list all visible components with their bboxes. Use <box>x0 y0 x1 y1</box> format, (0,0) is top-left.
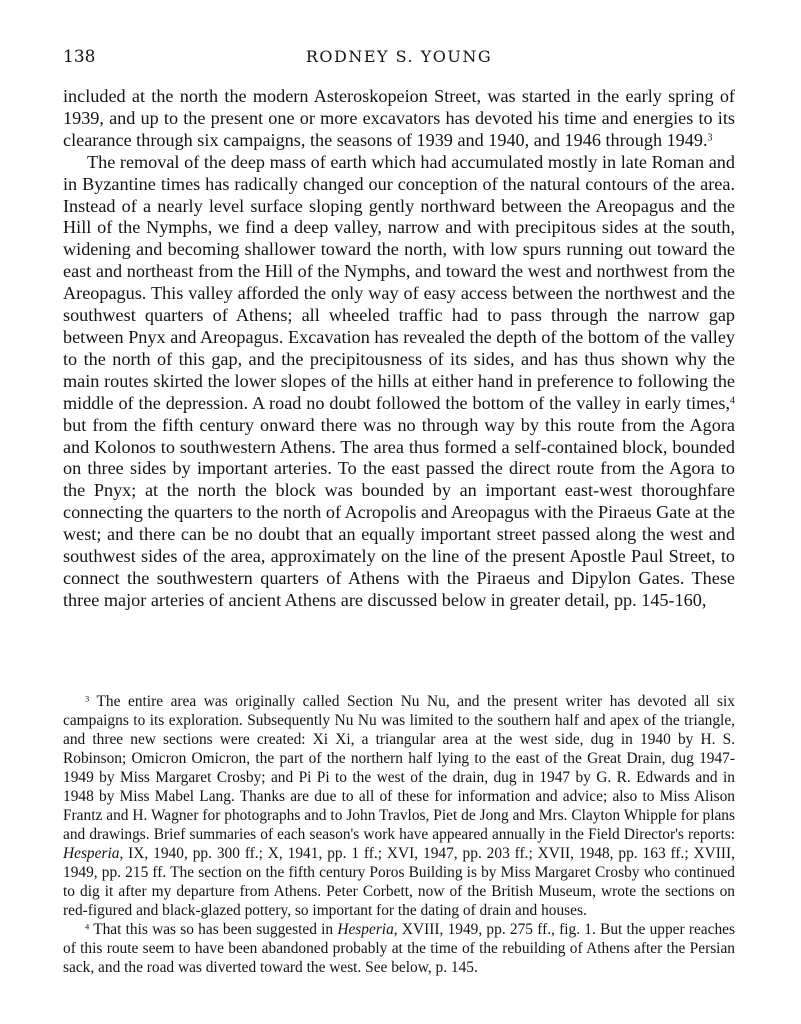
footnotes <box>63 692 735 977</box>
footnote-3: $^3$ The entire area was originally called Section Nu Nu, and the present writer has devoted all six campaigns to its exploration. Subsequently Nu Nu was limited to the southern half and apex of the triangle, and three new sections were created: Xi Xi, a triangular area at the west side, dug in 1940 by H. S. Robinson; Omicron Omicron, the part of the northern half lying to the east of the Great Drain, dug 1947-1949 by Miss Margaret Crosby; and Pi Pi to the west of the drain, dug in 1947 by G. R. Edwards and in 1948 by Miss Mabel Lang. Thanks are due to all of these for information and advice; also to Miss Alison Frantz and H. Wagner for photographs and to John Travlos, Piet de Jong and Mrs. Clayton Whipple for plans and drawings. Brief summaries of each season's work have appeared annually in the Field Director's reports: Hesperia, IX, 1940, pp. 300 ff.; X, 1941, pp. 1 ff.; XVI, 1947, pp. 203 ff.; XVII, 1948, pp. 163 ff.; XVIII, 1949, pp. 215 ff. The section on the fifth century Poros Building is by Miss Margaret Crosby who continued to dig it after my departure from Athens. Peter Corbett, now of the British Museum, wrote the sections on red-figured and black-glazed pottery, so important for the dating of drain and houses. <box>63 693 735 919</box>
journal-title: Hesperia <box>337 921 394 938</box>
main-text <box>63 86 735 612</box>
paragraph-1: included at the north the modern Asteroskopeion Street, was started in the early spring of 1939, and up to the present one or more excavators has devoted his time and energies to its clearance through six campaigns, the seasons of 1939 and 1940, and 1946 through 1949.$^3$ <box>63 86 735 150</box>
running-head: RODNEY S. YOUNG <box>305 47 493 66</box>
journal-title: Hesperia <box>63 845 120 862</box>
paragraph-2: The removal of the deep mass of earth which had accumulated mostly in late Roman and in Byzantine times has radically changed our conception of the natural contours of the area. Instead of a nearly level surface sloping gently northward between the Areopagus and the Hill of the Nymphs, we find a deep valley, narrow and with precipitous sides at the south, widening and becoming shallower toward the north, with low spurs running out toward the east and northeast from the Hill of the Nymphs, and toward the west and northwest from the Areopagus. This valley afforded the only way of easy access between the northwest and the southwest quarters of Athens; all wheeled traffic had to pass through the narrow gap between Pnyx and Areopagus. Excavation has revealed the depth of the bottom of the valley to the north of this gap, and the precipitousness of its sides, and has thus shown why the main routes skirted the lower slopes of the hills at either hand in preference to following the middle of the depression. A road no doubt followed the bottom of the valley in early times,$^4$ but from the fifth century onward there was no through way by this route from the Agora and Kolonos to southwestern Athens. The area thus formed a self-contained block, bounded on three sides by important arteries. To the east passed the direct route from the Agora to the Pnyx; at the north the block was bounded by an important east-west thoroughfare connecting the quarters to the north of Acropolis and Areopagus with the Piraeus Gate at the west; and there can be no doubt that an equally important street passed along the west and southwest sides of the area, approximately on the line of the present Apostle Paul Street, to connect the southwestern quarters of Athens with the Piraeus and Dipylon Gates. These three major arteries of ancient Athens are discussed below in greater detail, pp. 145-160, <box>63 151 735 610</box>
footnote-ref-3[interactable]: 3 <box>707 132 713 144</box>
footnote-number-3: 3 <box>85 693 90 704</box>
footnote-number-4: 4 <box>85 921 90 932</box>
footnote-ref-4[interactable]: 4 <box>730 395 735 407</box>
footnote-4: $^4$ That this was so has been suggested in Hesperia, XVIII, 1949, pp. 275 ff., fig. 1. But the upper reaches of this route seem to have been abandoned probably at the time of the rebuilding of Athens after the Persian sack, and the road was diverted toward the west. See below, p. 145. <box>63 921 735 976</box>
page-number: 138 <box>63 47 96 67</box>
page-header <box>63 47 735 73</box>
